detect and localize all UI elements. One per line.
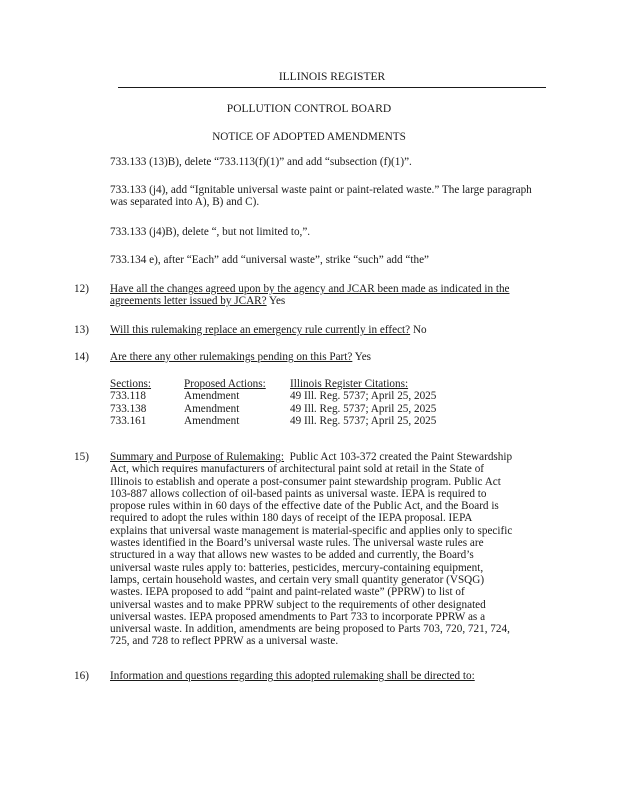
item-number: 13) — [74, 324, 89, 336]
summary-line: explains that universal waste management is material-specific and applies only to specific — [110, 524, 513, 537]
table-cell: 733.118 — [110, 390, 146, 403]
item-14-answer: Yes — [354, 351, 372, 363]
column-header: Illinois Register Citations: — [290, 378, 409, 390]
header-rule — [118, 87, 546, 88]
item-number: 12) — [74, 283, 89, 295]
summary-line: Illinois to establish and operate a post-consumer paint stewardship program. Public Act — [110, 475, 501, 488]
summary-line-text: Public Act 103-372 created the Paint Stewardship — [289, 451, 513, 463]
item-number: 15) — [74, 451, 89, 463]
summary-line: required to adopt the rules within 180 days of receipt of the IEPA proposal. IEPA — [110, 512, 473, 525]
change-item: 733.133 (j4)B), delete “, but not limited to,”. — [110, 226, 311, 238]
summary-line — [110, 451, 542, 463]
notice-title: NOTICE OF ADOPTED AMENDMENTS — [212, 131, 406, 143]
table-cell: 733.138 — [110, 402, 147, 415]
item-13-text — [110, 324, 427, 336]
column-header: Sections: — [110, 378, 152, 390]
table-row — [110, 403, 550, 415]
item-number: 14) — [74, 351, 89, 363]
table-cell: Amendment — [184, 414, 240, 427]
table-row — [110, 390, 550, 402]
summary-line: Act, which requires manufacturers of architectural paint sold at retail in the State of — [110, 463, 485, 476]
agency-title: POLLUTION CONTROL BOARD — [226, 103, 392, 115]
table-cell: 49 Ill. Reg. 5737; April 25, 2025 — [290, 390, 437, 403]
table-header-row — [110, 378, 550, 390]
summary-line: structured in a way that allows new wastes to be added and currently, the Board’s — [110, 549, 474, 562]
table-cell: 49 Ill. Reg. 5737; April 25, 2025 — [290, 414, 437, 427]
summary-line: wastes identified in the Board’s universal waste rules. The universal waste rules are — [110, 537, 484, 550]
change-item: 733.134 e), after “Each” add “universal waste”, strike “such” add “the” — [110, 254, 430, 266]
summary-line: propose rules within in 60 days of the effective date of the Public Act, and the Board is — [110, 500, 499, 513]
item-number: 16) — [74, 670, 89, 682]
table-cell: Amendment — [184, 390, 240, 403]
item-12-question: Have all the changes agreed upon by the agency and JCAR been made as indicated in the agreements letter issued by JCAR? — [110, 283, 510, 308]
change-item: 733.133 (j4), add “Ignitable universal waste paint or paint-related waste.” The large paragraph was separated into A), B) and C). — [110, 184, 532, 209]
register-header: ILLINOIS REGISTER — [278, 71, 386, 83]
summary-label: Summary and Purpose of Rulemaking: — [110, 451, 285, 463]
summary-paragraph — [110, 451, 542, 648]
item-16-text: Information and questions regarding this adopted rulemaking shall be directed to: — [110, 670, 475, 682]
column-header: Proposed Actions: — [184, 378, 266, 390]
summary-line: universal waste rules apply to: batteries, pesticides, mercury-containing equipment, — [110, 561, 484, 574]
summary-line: universal wastes and to make PPRW subject to the requirements of other designated — [110, 598, 486, 611]
table-cell: Amendment — [184, 402, 240, 415]
item-12-text — [110, 283, 542, 307]
item-12-answer: Yes — [268, 295, 286, 308]
table-cell: 49 Ill. Reg. 5737; April 25, 2025 — [290, 402, 437, 415]
summary-line: wastes. IEPA proposed to add “paint and paint-related waste” (PPRW) to list of — [110, 586, 465, 599]
summary-line: 725, and 728 to reflect PPRW as a universal waste. — [110, 635, 339, 648]
change-item: 733.133 (13)B), delete “733.113(f)(1)” and add “subsection (f)(1)”. — [110, 156, 412, 168]
pending-rulemakings-table — [110, 378, 550, 427]
summary-line: universal wastes. IEPA proposed amendments to Part 733 to incorporate PPRW as a — [110, 610, 486, 623]
table-row — [110, 415, 550, 427]
item-14-text — [110, 351, 371, 363]
summary-line: 103-887 allows collection of oil-based paints as universal waste. IEPA is required to — [110, 487, 487, 500]
item-13-answer: No — [412, 324, 427, 336]
item-14-question: Are there any other rulemakings pending on this Part? — [110, 351, 353, 363]
table-cell: 733.161 — [110, 414, 147, 427]
item-13-question: Will this rulemaking replace an emergency rule currently in effect? — [110, 324, 411, 336]
summary-line: lamps, certain household wastes, and certain very small quantity generator (VSQG) — [110, 573, 485, 586]
summary-line: universal waste. In addition, amendments are being proposed to Parts 703, 720, 721, 724, — [110, 623, 510, 636]
